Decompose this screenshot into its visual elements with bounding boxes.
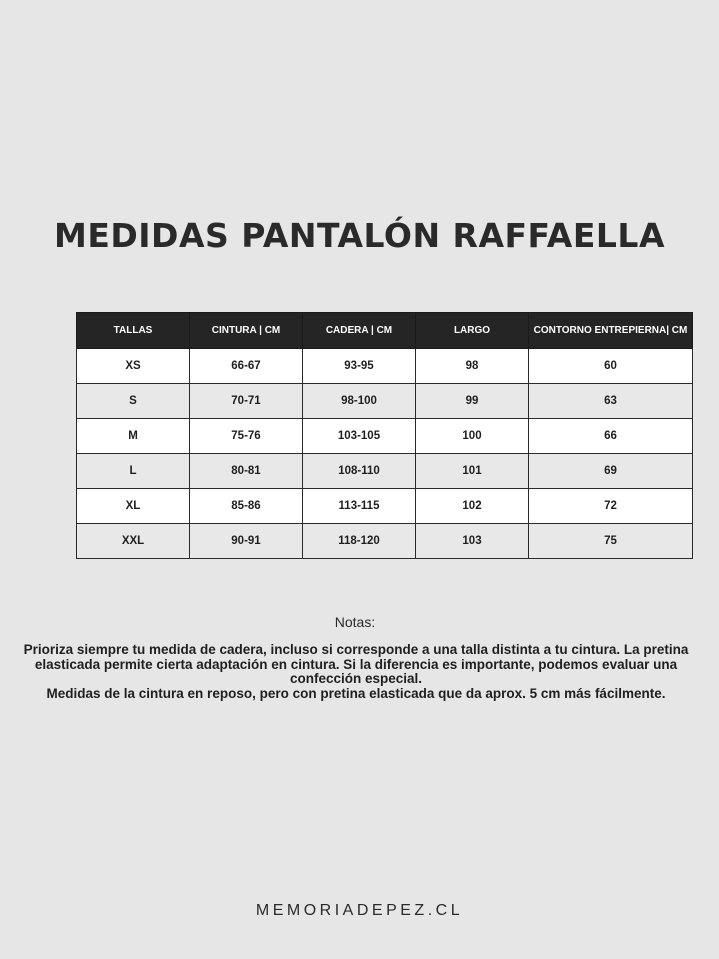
cell-cintura: 70-71 (190, 384, 303, 419)
notes-paragraph-cadera: Prioriza siempre tu medida de cadera, incluso si corresponde a una talla distinta a tu cintura. La pretina elasticada permite cierta adaptación en cintura. Si la diferencia es importante, podemos evaluar una confección especial. (23, 642, 689, 686)
page-title: MEDIDAS PANTALÓN RAFFAELLA (54, 216, 665, 255)
cell-talla: S (77, 384, 190, 419)
cell-cadera: 113-115 (303, 489, 416, 524)
notes-heading: Notas: (334, 614, 376, 630)
cell-talla: L (77, 454, 190, 489)
cell-talla: XXL (77, 524, 190, 559)
table-row (77, 349, 693, 384)
cell-cintura: 66-67 (190, 349, 303, 384)
header-cintura: CINTURA | CM (190, 313, 303, 349)
cell-contorno: 60 (529, 349, 693, 384)
cell-largo: 101 (416, 454, 529, 489)
cell-contorno: 66 (529, 419, 693, 454)
notes-body (6, 643, 706, 701)
cell-largo: 100 (416, 419, 529, 454)
cell-contorno: 72 (529, 489, 693, 524)
header-largo: LARGO (416, 313, 529, 349)
cell-talla: XS (77, 349, 190, 384)
header-contorno-entrepierna: CONTORNO ENTREPIERNA| CM (529, 313, 693, 349)
cell-cintura: 75-76 (190, 419, 303, 454)
footer-website: MEMORIADEPEZ.CL (255, 902, 464, 919)
header-tallas: TALLAS (77, 313, 190, 349)
table-row (77, 454, 693, 489)
cell-talla: XL (77, 489, 190, 524)
size-chart-table (76, 312, 693, 559)
cell-cadera: 93-95 (303, 349, 416, 384)
table-row (77, 524, 693, 559)
notes-paragraph-cintura: Medidas de la cintura en reposo, pero con pretina elasticada que da aprox. 5 cm más fácilmente. (46, 685, 666, 701)
cell-contorno: 75 (529, 524, 693, 559)
header-cadera: CADERA | CM (303, 313, 416, 349)
cell-cadera: 118-120 (303, 524, 416, 559)
cell-largo: 103 (416, 524, 529, 559)
cell-cadera: 108-110 (303, 454, 416, 489)
cell-contorno: 69 (529, 454, 693, 489)
cell-talla: M (77, 419, 190, 454)
table-row (77, 384, 693, 419)
cell-cadera: 103-105 (303, 419, 416, 454)
cell-cintura: 80-81 (190, 454, 303, 489)
cell-contorno: 63 (529, 384, 693, 419)
table-row (77, 419, 693, 454)
cell-cintura: 85-86 (190, 489, 303, 524)
cell-largo: 102 (416, 489, 529, 524)
cell-cintura: 90-91 (190, 524, 303, 559)
cell-cadera: 98-100 (303, 384, 416, 419)
cell-largo: 98 (416, 349, 529, 384)
table-row (77, 489, 693, 524)
cell-largo: 99 (416, 384, 529, 419)
table-header-row (77, 313, 693, 349)
